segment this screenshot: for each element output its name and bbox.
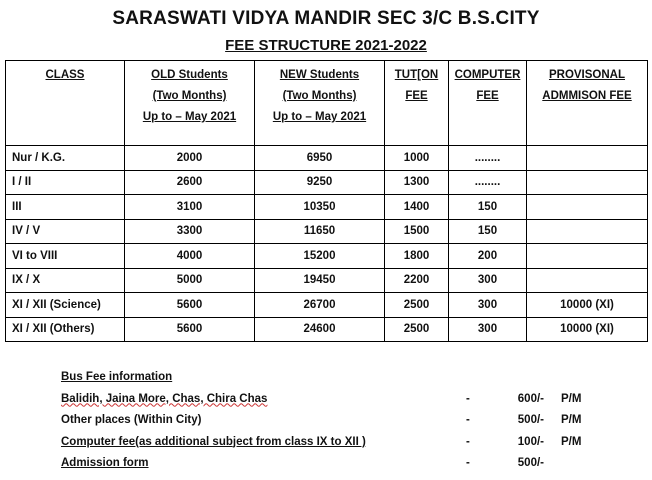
info-dash: - (466, 435, 470, 448)
cell-provisional-fee (527, 170, 648, 195)
bus-fee-heading-row (61, 367, 621, 389)
table-row (6, 146, 648, 171)
header-computer-fee: COMPUTER FEE (449, 61, 527, 146)
cell-tuition-fee: 2200 (385, 268, 449, 293)
info-row (61, 410, 621, 432)
cell-new-students: 11650 (255, 219, 385, 244)
cell-tuition-fee: 1300 (385, 170, 449, 195)
info-period: P/M (561, 414, 582, 426)
cell-provisional-fee (527, 195, 648, 220)
info-period: P/M (561, 435, 582, 448)
cell-old-students: 3300 (125, 219, 255, 244)
cell-new-students: 10350 (255, 195, 385, 220)
info-label: Admission form (61, 457, 149, 469)
table-row (6, 219, 648, 244)
table-header-row (6, 61, 648, 146)
cell-new-students: 19450 (255, 268, 385, 293)
fee-table (5, 60, 648, 342)
cell-tuition-fee: 1500 (385, 219, 449, 244)
cell-new-students: 24600 (255, 317, 385, 342)
table-row (6, 268, 648, 293)
cell-tuition-fee: 2500 (385, 293, 449, 318)
cell-new-students: 6950 (255, 146, 385, 171)
cell-computer-fee: 150 (449, 195, 527, 220)
cell-computer-fee: 200 (449, 244, 527, 269)
fee-structure-subtitle: FEE STRUCTURE 2021-2022 (225, 37, 427, 54)
header-class: CLASS (6, 61, 125, 146)
info-dash: - (466, 392, 470, 405)
cell-old-students: 5600 (125, 293, 255, 318)
cell-class: Nur / K.G. (6, 146, 125, 171)
bus-fee-heading: Bus Fee information (61, 371, 173, 383)
cell-computer-fee: 300 (449, 293, 527, 318)
info-period: P/M (561, 392, 582, 405)
cell-class: III (6, 195, 125, 220)
cell-old-students: 5600 (125, 317, 255, 342)
table-row (6, 293, 648, 318)
cell-old-students: 4000 (125, 244, 255, 269)
cell-new-students: 26700 (255, 293, 385, 318)
cell-class: VI to VIII (6, 244, 125, 269)
cell-provisional-fee: 10000 (XI) (527, 317, 648, 342)
cell-computer-fee: 150 (449, 219, 527, 244)
info-amount: 500/- (517, 414, 544, 426)
info-dash: - (466, 457, 470, 469)
table-row (6, 195, 648, 220)
cell-computer-fee: ........ (449, 146, 527, 171)
info-label: Other places (Within City) (61, 414, 202, 426)
cell-tuition-fee: 2500 (385, 317, 449, 342)
info-row (61, 432, 621, 454)
info-label: Balidih, Jaina More, Chas, Chira Chas (61, 392, 268, 405)
info-amount: 600/- (517, 392, 544, 405)
cell-tuition-fee: 1000 (385, 146, 449, 171)
cell-provisional-fee (527, 244, 648, 269)
school-title: SARASWATI VIDYA MANDIR SEC 3/C B.S.CITY (112, 8, 540, 29)
cell-computer-fee: 300 (449, 268, 527, 293)
table-row (6, 244, 648, 269)
cell-new-students: 15200 (255, 244, 385, 269)
cell-computer-fee: 300 (449, 317, 527, 342)
cell-provisional-fee (527, 219, 648, 244)
table-row (6, 170, 648, 195)
info-dash: - (466, 414, 470, 426)
info-label: Computer fee(as additional subject from class IX to XII ) (61, 435, 366, 448)
cell-old-students: 2600 (125, 170, 255, 195)
header-old-students: OLD Students (Two Months) Up to – May 2021 (125, 61, 255, 146)
cell-computer-fee: ........ (449, 170, 527, 195)
cell-old-students: 5000 (125, 268, 255, 293)
header-new-students: NEW Students (Two Months) Up to – May 2021 (255, 61, 385, 146)
info-amount: 100/- (517, 435, 544, 448)
cell-class: I / II (6, 170, 125, 195)
cell-provisional-fee: 10000 (XI) (527, 293, 648, 318)
header-provisional-admission-fee: PROVISONAL ADMMISON FEE (527, 61, 648, 146)
info-row (61, 389, 621, 411)
cell-provisional-fee (527, 268, 648, 293)
cell-new-students: 9250 (255, 170, 385, 195)
bus-fee-info (61, 367, 621, 475)
info-amount: 500/- (517, 457, 544, 469)
cell-tuition-fee: 1400 (385, 195, 449, 220)
info-row (61, 453, 621, 475)
cell-class: IV / V (6, 219, 125, 244)
cell-old-students: 2000 (125, 146, 255, 171)
cell-class: IX / X (6, 268, 125, 293)
cell-provisional-fee (527, 146, 648, 171)
cell-class: XI / XII (Others) (6, 317, 125, 342)
header-tuition-fee: TUT[ON FEE (385, 61, 449, 146)
cell-old-students: 3100 (125, 195, 255, 220)
table-row (6, 317, 648, 342)
cell-tuition-fee: 1800 (385, 244, 449, 269)
cell-class: XI / XII (Science) (6, 293, 125, 318)
